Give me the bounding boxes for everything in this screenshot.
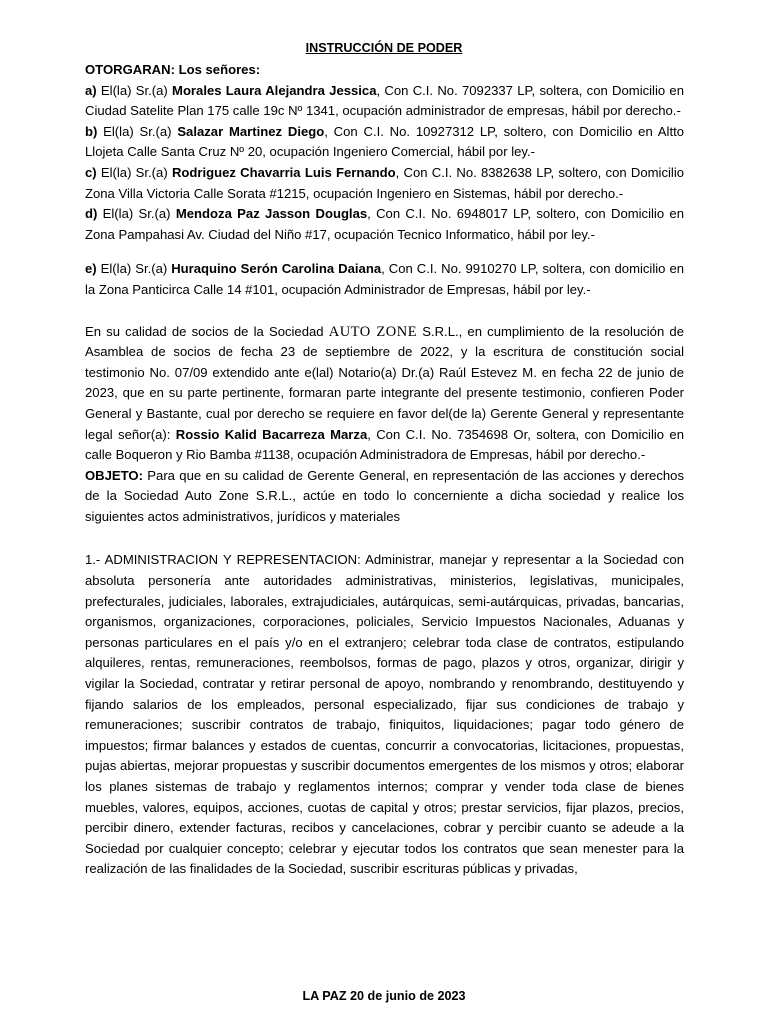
party-letter: b) [85,123,98,139]
party-letter: e) [85,261,97,277]
party-details: , Con C.I. No. 8382638 LP, soltero, con Domicilio Zona Villa Victoria Calle Sorata #1215, ocupación Ingeniero en Sistemas, hábil por derecho.- [85,164,685,201]
party-details: , Con C.I. No. 7092337 LP, soltera, con Domicilio en Ciudad Satelite Plan 175 calle 19c Nº 1341, ocupación administrador de empresas, hábil por derecho.- [85,82,684,119]
spacer [85,301,684,322]
party-prefix: El(la) Sr.(a) [96,164,172,180]
party-name: Rodriguez Chavarria Luis Fernando [171,164,396,180]
document-title: INSTRUCCIÓN DE PODER [305,41,463,55]
party-c [85,163,684,204]
party-prefix: El(la) Sr.(a) [97,123,178,139]
party-letter: c) [85,164,97,180]
company-name: AUTO ZONE [328,323,418,340]
party-details: , Con C.I. No. 6948017 LP, soltero, con Domicilio en Zona Pampahasi Av. Ciudad del Niño #17, ocupación Tecnico Informatico, hábil por ley.- [85,206,684,242]
party-name: Morales Laura Alejandra Jessica [172,82,377,98]
spacer [85,245,684,259]
party-details: , Con C.I. No. 9910270 LP, soltera, con domicilio en la Zona Panticirca Calle 14 #101, ocupación Administrador de Empresas, hábil por ley.- [85,261,685,297]
party-e [85,259,684,300]
party-a [85,81,684,122]
document-body [85,60,684,880]
clause-1-administracion: 1.- ADMINISTRACION Y REPRESENTACION: Administrar, manejar y representar a la Sociedad con absoluta personería ante autoridades administrativas, ministerios, legislativas, municipales, prefecturales, judiciales, laborales, extrajudiciales, autárquicas, semi-autárquicas, privadas, bancarias, organismos, organizaciones, corporaciones, policiales, Servicio Impuestos Nacionales, Aduanas y personas particulares en el país y/o en el extranjero; celebrar toda clase de contratos, estipulando alquileres, rentas, remuneraciones, reembolsos, formas de pago, plazos y otros, organizar, dirigir y vigilar la Sociedad, contratar y retirar personal de apoyo, nombrando y renombrando, destituyendo y fijando salarios de los empleados, personal especializado, fijar sus condiciones de trabajo y remuneraciones; suscribir contratos de trabajo, finiquitos, liquidaciones; pagar todo género de impuestos; firmar balances y estados de cuentas, concurrir a convocatorias, licitaciones, propuestas, pujas abiertas, mejorar propuestas y suscribir documentos emergentes de los mismos y otros; elaborar los planes sistemas de trabajo y reglamentos internos; comprar y vender toda clase de bienes muebles, valores, equipos, acciones, cuotas de capital y otros; prestar servicios, fijar plazos, precios, percibir dinero, extender facturas, recibos y cancelaciones, cobrar y percibir cuanto se adeude a la Sociedad por cualquier concepto; celebrar y ejecutar todos los contratos que sean menester para la realización de las finalidades de la Sociedad, suscribir escrituras públicas y privadas, [85,552,684,877]
objeto-paragraph [85,466,684,528]
document-footer-date: LA PAZ 20 de junio de 2023 [302,989,466,1003]
otorgaran-heading: OTORGARAN: Los señores: [85,62,261,77]
gerente-details: , Con C.I. No. 7354698 Or, soltera, con Domicilio en calle Boqueron y Rio Bamba #1138, ocupación Administradora de Empresas, hábil por derecho.- [85,426,684,463]
party-letter: a) [85,82,97,98]
party-prefix: El(la) Sr.(a) [96,261,172,277]
gerente-name: Rossio Kalid Bacarreza Marza [175,426,368,442]
party-prefix: El(la) Sr.(a) [97,206,176,222]
spacer [85,527,684,550]
party-d [85,204,684,245]
objeto-label: OBJETO: [85,467,143,483]
party-name: Salazar Martinez Diego [177,123,325,139]
party-name: Huraquino Serón Carolina Daiana [171,261,382,277]
sociedad-intro: En su calidad de socios de la Sociedad [85,323,329,339]
party-b [85,122,684,163]
sociedad-resolution: S.R.L., en cumplimiento de la resolución de Asamblea de socios de fecha 23 de septiembre de 2022, y la escritura de constitución social testimonio No. 07/09 extendido ante e(lal) Notario(a) Dr.(a) Raúl Estevez M. en fecha 22 de junio de 2023, que en su parte pertinente, formaran parte integrante del presente testimonio, confieren Poder General y Bastante, cual por derecho se requiere en favor del(de la) Gerente General y representante legal señor(a): [85,323,684,442]
party-name: Mendoza Paz Jasson Douglas [175,206,368,222]
party-details: , Con C.I. No. 10927312 LP, soltero, con Domicilio en Altto Llojeta Calle Santa Cruz Nº 20, ocupación Ingeniero Comercial, hábil por ley.- [85,123,684,160]
party-letter: d) [85,206,98,222]
sociedad-paragraph [85,322,684,466]
party-prefix: El(la) Sr.(a) [96,82,173,98]
objeto-text: Para que en su calidad de Gerente General, en representación de las acciones y derechos de la Sociedad Auto Zone S.R.L., actúe en todo lo concerniente a dicha sociedad y realice los siguientes actos administrativos, jurídicos y materiales [85,467,684,524]
